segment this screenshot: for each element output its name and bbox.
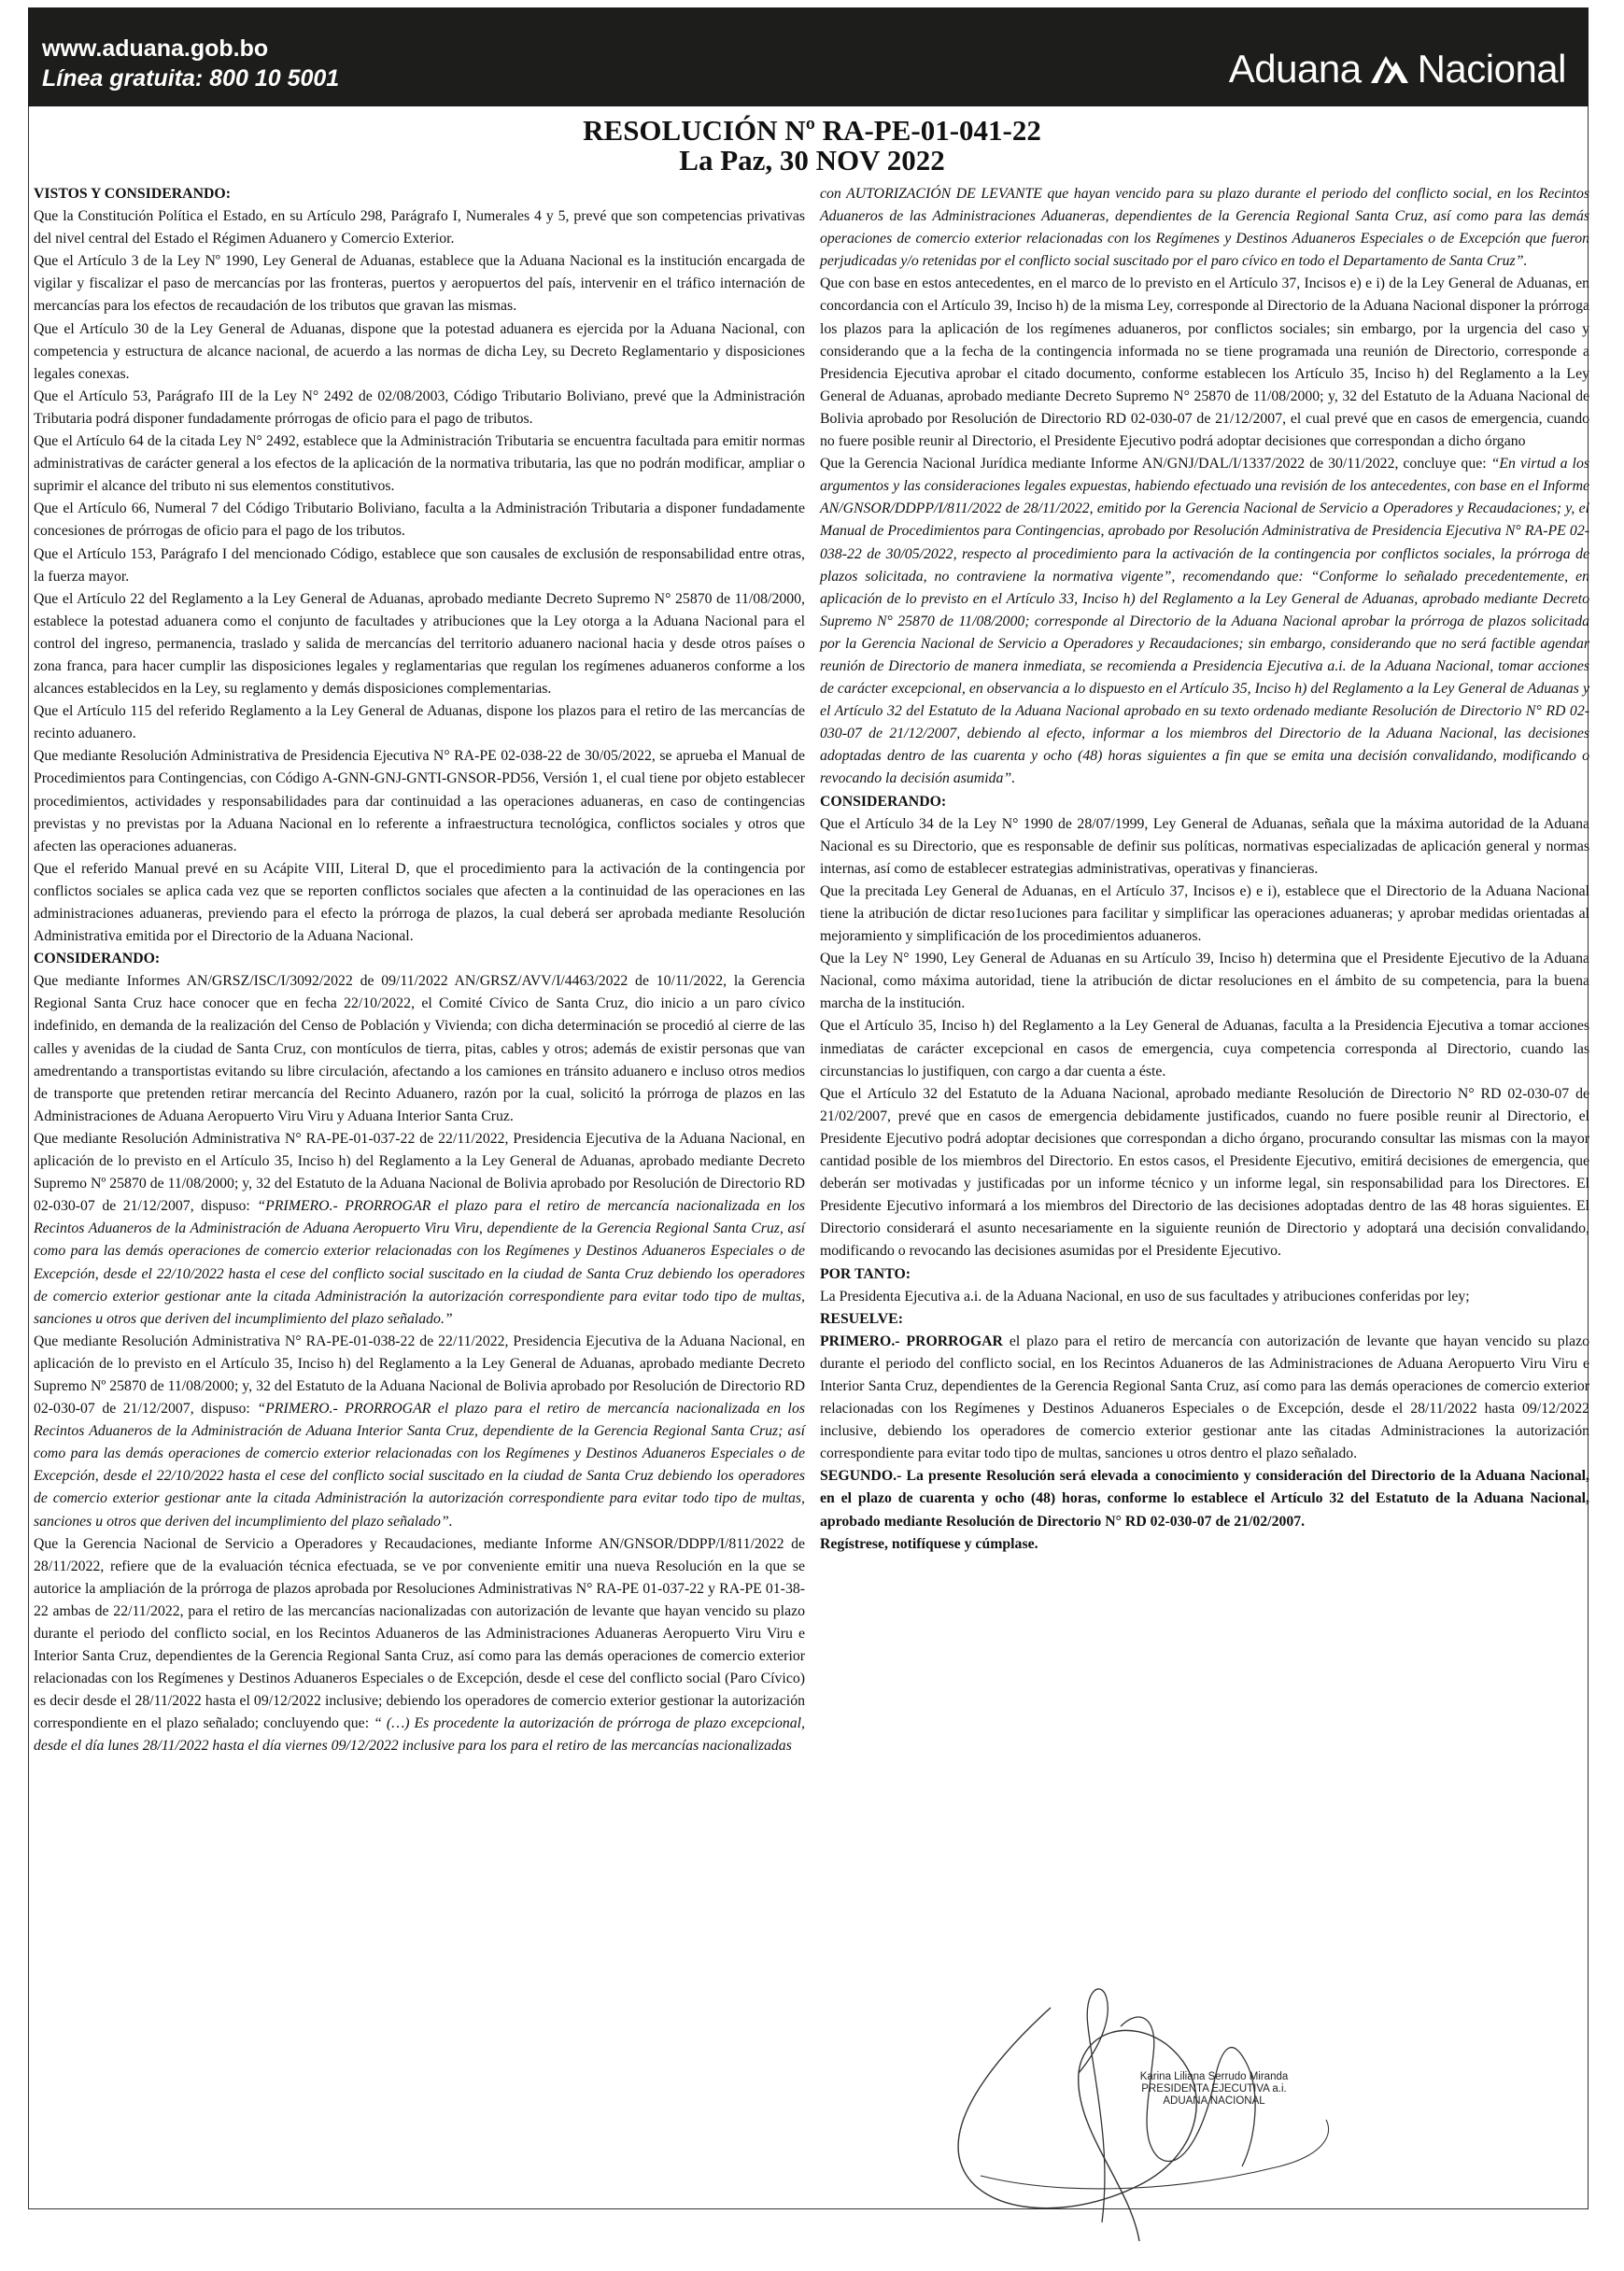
paragraph-with-quote bbox=[820, 453, 1589, 790]
paragraph: Que el Artículo 64 de la citada Ley N° 2492, establece que la Administración Tributaria se encuentra facultada para emitir normas administrativas de carácter general a los efectos de la aplicación de la normativa tributaria, las que no podrán modificar, ampliar o suprimir el alcance del tributo ni sus elementos constitutivos. bbox=[34, 433, 805, 495]
paragraph-with-quote bbox=[34, 1128, 805, 1331]
article-label: PRIMERO.- PRORROGAR bbox=[820, 1333, 1003, 1349]
resolution-date: La Paz, 30 NOV 2022 bbox=[679, 144, 945, 176]
header-contact bbox=[42, 34, 339, 93]
right-column bbox=[820, 183, 1589, 1556]
paragraph: Que con base en estos antecedentes, en el marco de lo previsto en el Artículo 37, Incisos e) e i) de la Ley General de Aduanas, en concordancia con el Artículo 39, Inciso h) de la misma Ley, corresponde al Directorio de la Aduana Nacional disponer la prórroga los plazos para la aplicación de los regímenes aduaneros, por conflictos sociales; sin embargo, por la urgencia del caso y considerando que a la fecha de la contingencia informada no se tiene programada una reunión de Directorio, corresponde a Presidencia Ejecutiva aprobar el citado documento, conforme establecen los Artículo 35, Inciso h) del Reglamento a la Ley General de Aduanas, aprobado mediante Decreto Supremo N° 25870 de 11/08/2000; y, 32 del Estatuto de la Aduana Nacional de Bolivia aprobado por Resolución de Directorio RD 02-030-07 de 21/12/2007, el cual prevé que en casos de emergencia, cuando no fuere posible reunir al Directorio, el Presidente Ejecutivo podrá adoptar decisiones que correspondan a dicho órgano bbox=[820, 275, 1589, 450]
resolve-article-first bbox=[820, 1331, 1589, 1466]
paragraph: Que el Artículo 30 de la Ley General de Aduanas, dispone que la potestad aduanera es ejercida por la Aduana Nacional, con competencia y estructura de alcance nacional, de acuerdo a las normas de dicha Ley, su Decreto Reglamentario y disposiciones legales conexas. bbox=[34, 320, 805, 382]
aduana-nacional-logo bbox=[1229, 47, 1566, 92]
paragraph: Que la Constitución Política el Estado, en su Artículo 298, Parágrafo I, Numerales 4 y 5, prevé que son competencias privativas del nivel central del Estado el Régimen Aduanero y Comercio Exterior. bbox=[34, 208, 805, 247]
section-heading: VISTOS Y CONSIDERANDO: bbox=[34, 186, 231, 202]
paragraph: Que mediante Informes AN/GRSZ/ISC/I/3092/2022 de 09/11/2022 AN/GRSZ/AVV/I/4463/2022 de 10/11/2022, la Gerencia Regional Santa Cruz hace conocer que en fecha 22/10/2022, el Comité Cívico de Santa Cruz, dio inicio a un paro cívico indefinido, en demanda de la realización del Censo de Población y Vivienda; con dicha determinación se procedió al cierre de las calles y avenidas de la ciudad de Santa Cruz, con montículos de tierra, pitas, cables y otros; además de existir personas que van amedrentando a transportistas evitando su libre circulación, afectando a los camiones en tránsito aduanero e incluso otros medios de transporte que pretenden retirar mercancía del Recinto Aduanero, razón por la cual, solicitó la prórroga de plazos en las Administraciones de Aduana Aeropuerto Viru Viru y Aduana Interior Santa Cruz. bbox=[34, 973, 805, 1124]
logo-mountain-icon bbox=[1369, 53, 1410, 85]
section-heading: CONSIDERANDO: bbox=[820, 793, 947, 810]
section-heading: CONSIDERANDO: bbox=[34, 951, 161, 967]
paragraph: Que el Artículo 115 del referido Reglamento a la Ley General de Aduanas, dispone los plazos para el retiro de las mercancías de recinto aduanero. bbox=[34, 703, 805, 742]
paragraph-with-quote bbox=[34, 1533, 805, 1758]
paragraph: Que la precitada Ley General de Aduanas, en el Artículo 37, Incisos e) e i), establece que el Directorio de la Aduana Nacional tiene la atribución de dictar reso1uciones para facilitar y simplificar las operaciones aduaneras; y aprobar medidas orientadas al mejoramiento y simplificación de los procedimientos aduaneros. bbox=[820, 882, 1589, 945]
quoted-text: “En virtud a los argumentos y las consideraciones legales expuestas, habiendo efectuado una revisión de los antecedentes, con base en el Informe AN/GNSOR/DDPP/I/811/2022 de 28/11/2022, emitido por la Gerencia Nacional de Servicio a Operadores y Recaudaciones; y, el Manual de Procedimientos para Contingencias, aprobado por Resolución Administrativa de Presidencia Ejecutiva N° RA-PE 02-038-22 de 30/05/2022, respecto al procedimiento para la activación de la contingencia por conflictos sociales, la prórroga de plazos solicitada, no contraviene la normativa vigente”, recomendando que: “Conforme lo señalado precedentemente, en aplicación de lo previsto en el Artículo 33, Inciso h) del Reglamento a la Ley General de Aduanas, aprobado mediante Decreto Supremo N° 25870 de 11/08/2000; corresponde al Directorio de la Aduana Nacional aprobar la prórroga de plazos solicitada por la Gerencia Nacional de Servicio a Operadores y Recaudaciones; sin embargo, considerando que no será factible agendar reunión de Directorio de manera inmediata, se recomienda a Presidencia Ejecutiva a.i. de la Aduana Nacional, tomar acciones de carácter excepcional, en observancia a lo dispuesto en el Artículo 35, Inciso h) del Reglamento a la Ley General de Aduanas y el Artículo 32 del Estatuto de la Aduana Nacional aprobado en su texto ordenado mediante Resolución de Directorio N° RD 02-030-07 de 21/12/2007, debiendo al efecto, informar a los miembros del Directorio de la Aduana Nacional, las decisiones adoptadas dentro de las cuarenta y ocho (48) horas siguientes a fin que se emita una decisión convalidando, modificando o revocando la decisión asumida”. bbox=[820, 456, 1589, 787]
paragraph: Que el referido Manual prevé en su Acápite VIII, Literal D, que el procedimiento para la activación de la contingencia por conflictos sociales se aplica cada vez que se reporten conflictos sociales que afecten a la continuidad de las operaciones en las administraciones aduaneras, previendo para el efecto la prórroga de plazos, la cual deberá ser aprobada mediante Resolución Administrativa emitida por el Directorio de la Aduana Nacional. bbox=[34, 860, 805, 945]
paragraph: La Presidenta Ejecutiva a.i. de la Aduana Nacional, en uso de sus facultades y atribuciones conferidas por ley; bbox=[820, 1288, 1470, 1305]
header-bar bbox=[28, 7, 1589, 106]
paragraph: Que mediante Resolución Administrativa de Presidencia Ejecutiva N° RA-PE 02-038-22 de 30/05/2022, se aprueba el Manual de Procedimientos para Contingencias, con Código A-GNN-GNJ-GNTI-GNSOR-PD56, Versión 1, el cual tiene por objeto establecer procedimientos, actividades y responsabilidades para dar continuidad a las operaciones aduaneras, en caso de contingencias previstas y no previstas por la Aduana Nacional en lo referente a infraestructura tecnológica, conflictos sociales y otros que afecten las operaciones aduaneras. bbox=[34, 748, 805, 854]
quoted-text: “ (…) Es procedente la autorización de prórroga de plazo excepcional, desde el día lunes 28/11/2022 hasta el día viernes 09/12/2022 inclusive para los para el retiro de las mercancías nacionalizadas bbox=[34, 1715, 805, 1755]
signatory-org: ADUANA NACIONAL bbox=[1163, 2095, 1265, 2107]
paragraph: Que el Artículo 53, Parágrafo III de la Ley N° 2492 de 02/08/2003, Código Tributario Boliviano, prevé que la Administración Tributaria podrá disponer fundadamente prórrogas de oficio para el pago de tributos. bbox=[34, 388, 805, 427]
paragraph: Que el Artículo 153, Parágrafo I del mencionado Código, establece que son causales de exclusión de responsabilidad entre otras, la fuerza mayor. bbox=[34, 545, 805, 585]
section-heading: RESUELVE: bbox=[820, 1310, 903, 1327]
quoted-text: “PRIMERO.- PRORROGAR el plazo para el retiro de mercancía nacionalizada en los Recintos Aduaneros de la Administración de Aduana Interior Santa Cruz, dependiente de la Gerencia Regional Santa Cruz; así como para las demás operaciones de comercio exterior relacionadas con los Regímenes y Destinos Aduaneros Especiales o de Excepción, desde el 22/10/2022 hasta el cese del conflicto social suscitado en la ciudad de Santa Cruz debiendo los operadores de comercio exterior gestionar ante la citada Administración la autorización correspondiente para evitar todo tipo de multas, sanciones u otros que deriven del incumplimiento del plazo señalado”. bbox=[34, 1401, 805, 1530]
article-label: SEGUNDO. bbox=[820, 1468, 897, 1485]
paragraph: Que el Artículo 35, Inciso h) del Reglamento a la Ley General de Aduanas, faculta a la Presidencia Ejecutiva a tomar acciones inmediatas de carácter excepcional en casos de emergencia, cuya competencia corresponda al Directorio, cuando las circunstancias lo justifiquen, con cargo a dar cuenta a éste. bbox=[820, 1018, 1589, 1079]
paragraph-text: Que mediante Resolución Administrativa N° RA-PE-01-037-22 de 22/11/2022, Presidencia Ejecutiva de la Aduana Nacional, en aplicación de lo previsto en el Artículo 35, Inciso h) del Reglamento a la Ley General de Aduanas, aprobado mediante Decreto Supremo Nº 25870 de 11/08/2000; y, 32 del Estatuto de la Aduana Nacional de Bolivia aprobado por Resolución de Directorio RD 02-030-07 de 21/12/2007, dispuso: bbox=[34, 1130, 805, 1215]
resolution-number: RESOLUCIÓN Nº RA-PE-01-041-22 bbox=[583, 114, 1041, 147]
section-heading: POR TANTO: bbox=[820, 1265, 911, 1282]
paragraph: Que el Artículo 22 del Reglamento a la Ley General de Aduanas, aprobado mediante Decreto Supremo N° 25870 de 11/08/2000, establece la potestad aduanera como el conjunto de facultades y atribuciones que la Ley otorga a la Aduana Nacional para el control del ingreso, permanencia, traslado y salida de mercancías del territorio aduanero nacional hacia y desde otros países o zona franca, para hacer cumplir las disposiciones legales y reglamentarias que regulan los regímenes aduaneros conforme a los alcances establecidos en la Ley, su reglamento y demás disposiciones complementarias. bbox=[34, 590, 805, 698]
paragraph: Que la Ley N° 1990, Ley General de Aduanas en su Artículo 39, Inciso h) determina que el Presidente Ejecutivo de la Aduana Nacional, como máxima autoridad, tiene la atribución de dictar resoluciones en el ámbito de su competencia, para la buena marcha de la institución. bbox=[820, 951, 1589, 1012]
paragraph-text: Que la Gerencia Nacional de Servicio a Operadores y Recaudaciones, mediante Informe AN/GNSOR/DDPP/I/811/2022 de 28/11/2022, refiere que de la evaluación técnica efectuada, se ve por conveniente emitir una nueva Resolución en la que se autorice la ampliación de la prórroga de plazos aprobada por Resoluciones Administrativas N° RA-PE 01-037-22 y RA-PE 01-38-22 ambas de 22/11/2022, para el retiro de las mercancías nacionalizadas con autorización de levante que hayan vencido su plazo durante el periodo del conflicto social, en los Recintos Aduaneros de las Administraciones Aduaneras Aeropuerto Viru Viru e Interior Santa Cruz, dependientes de la Gerencia Regional Santa Cruz, así como para las demás operaciones de comercio exterior relacionadas con los Regímenes y Destinos Aduaneros Especiales o de Excepción, desde el cese del conflicto social (Paro Cívico) es decir desde el 28/11/2022 hasta el 09/12/2022 inclusive; debiendo los operadores de comercio exterior gestionar la autorización correspondiente en el plazo señalado; concluyendo que: bbox=[34, 1535, 805, 1732]
logo-word-aduana: Aduana bbox=[1228, 47, 1362, 91]
article-text: el plazo para el retiro de mercancía con autorización de levante que hayan vencido su plazo durante el periodo del conflicto social, en los Recintos Aduaneros de las Administraciones de Aduana Aeropuerto Viru Viru e Interior Santa Cruz, dependientes de la Gerencia Regional Santa Cruz, así como para las demás operaciones de comercio exterior relacionadas con los Regímenes y Destinos Aduaneros Especiales o de Excepción, desde el 28/11/2022 hasta 09/12/2022 inclusive, debiendo los operadores de comercio exterior gestionar ante las citadas Administraciones la autorización correspondiente para evitar todo tipo de multas, sanciones u otros dentro el plazo señalado. bbox=[820, 1333, 1589, 1462]
paragraph-text: Que mediante Resolución Administrativa N° RA-PE-01-038-22 de 22/11/2022, Presidencia Ejecutiva de la Aduana Nacional, en aplicación de lo previsto en el Artículo 35, Inciso h) del Reglamento a la Ley General de Aduanas, aprobado mediante Decreto Supremo Nº 25870 de 11/08/2000; y, 32 del Estatuto de la Aduana Nacional de Bolivia aprobado por Resolución de Directorio RD 02-030-07 de 21/12/2007, dispuso: bbox=[34, 1333, 805, 1418]
closing-formula: Regístrese, notifíquese y cúmplase. bbox=[820, 1535, 1038, 1552]
left-column bbox=[34, 183, 805, 1758]
paragraph-with-quote bbox=[34, 1331, 805, 1533]
quoted-text: “PRIMERO.- PRORROGAR el plazo para el retiro de mercancía nacionalizada en los Recintos Aduaneros de la Administración de Aduana Aeropuerto Viru Viru, dependiente de la Gerencia Regional Santa Cruz, así como para las demás operaciones de comercio exterior relacionadas con los Regímenes y Destinos Aduaneros Especiales o de Excepción, desde el 22/10/2022 hasta el cese del conflicto social suscitado en la ciudad de Santa Cruz debiendo los operadores de comercio exterior gestionar ante la citada Administración la autorización correspondiente para evitar todo tipo de multas, sanciones u otros que deriven del incumplimiento del plazo señalado.” bbox=[34, 1198, 805, 1327]
article-text: - La presente Resolución será elevada a conocimiento y consideración del Directorio de la Aduana Nacional, en el plazo de cuarenta y ocho (48) horas, conforme lo establece el Artículo 32 del Estatuto de la Aduana Nacional, aprobado mediante Resolución de Directorio N° RD 02-030-07 de 21/02/2007. bbox=[820, 1468, 1589, 1530]
paragraph: Que el Artículo 66, Numeral 7 del Código Tributario Boliviano, faculta a la Administración Tributaria a disponer fundadamente concesiones de prórrogas de oficio para el pago de los tributos. bbox=[34, 501, 805, 540]
signatory-role: PRESIDENTA EJECUTIVA a.i. bbox=[1141, 2083, 1287, 2095]
paragraph: Que el Artículo 3 de la Ley Nº 1990, Ley General de Aduanas, establece que la Aduana Nacional es la institución encargada de vigilar y fiscalizar el paso de mercancías por las fronteras, puertos y aeropuertos del país, intervenir en el tráfico internación de mercancías para los efectos de recaudación de los tributos que gravan las mismas. bbox=[34, 253, 805, 315]
resolve-article-second bbox=[820, 1465, 1589, 1532]
quoted-text: con AUTORIZACIÓN DE LEVANTE que hayan vencido para su plazo durante el periodo del conflicto social, en los Recintos Aduaneros de las Administraciones Aduaneras, dependientes de la Gerencia Regional Santa Cruz, así como para las demás operaciones de comercio exterior relacionadas con los Regímenes y Destinos Aduaneros Especiales o de Excepción que fueron perjudicadas y/o retenidas por el conflicto social suscitado por el paro cívico en todo el Departamento de Santa Cruz”. bbox=[820, 186, 1589, 270]
paragraph: Que el Artículo 32 del Estatuto de la Aduana Nacional, aprobado mediante Resolución de Directorio N° RD 02-030-07 de 21/02/2007, prevé que en casos de emergencia debidamente justificados, cuando no fuere posible reunir al Directorio, el Presidente Ejecutivo podrá adoptar decisiones que correspondan a dicho órgano, procurando consultar las mismas con la mayor cantidad posible de los miembros del Directorio. En estos casos, el Presidente Ejecutivo, emitirá decisiones de emergencia, que deberán ser motivadas y justificadas por un informe técnico y un informe legal, sin responsabilidad para los Directores. El Presidente Ejecutivo informará a los miembros del Directorio de las decisiones adoptadas dentro de las 48 horas siguientes. El Directorio considerará el asunto necesariamente en la siguiente reunión de Directorio y adoptará una decisión convalidando, modificando o revocando las decisiones asumidas por el Presidente Ejecutivo. bbox=[820, 1085, 1589, 1260]
toll-free-line: Línea gratuita: 800 10 5001 bbox=[42, 65, 340, 92]
paragraph-text: Que la Gerencia Nacional Jurídica mediante Informe AN/GNJ/DAL/I/1337/2022 de 30/11/2022, concluye que: bbox=[820, 456, 1487, 473]
document-title bbox=[0, 116, 1624, 176]
logo-word-nacional: Nacional bbox=[1417, 47, 1566, 91]
website-link[interactable]: www.aduana.gob.bo bbox=[42, 35, 269, 62]
signatory-name: Karina Liliana Serrudo Miranda bbox=[1139, 2071, 1289, 2082]
paragraph: Que el Artículo 34 de la Ley N° 1990 de 28/07/1999, Ley General de Aduanas, señala que la máxima autoridad de la Aduana Nacional es su Directorio, que es responsable de definir sus políticas, normativas especializadas de aplicación general y normas internas, así como de establecer estrategias administrativas, operativas y financieras. bbox=[820, 815, 1589, 877]
paragraph bbox=[820, 183, 1589, 273]
signature-stamp bbox=[1121, 2071, 1307, 2108]
